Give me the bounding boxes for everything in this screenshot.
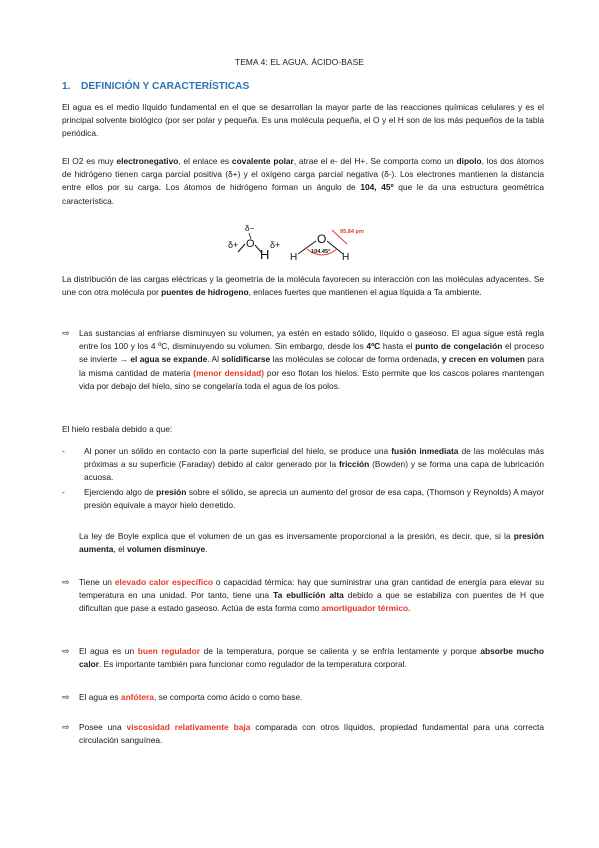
text-run: sobre el sólido, se aprecia un aumento del grosor de esa capa, (Thomson y Reynolds) A mayor presión equivale a mayor hielo derretido.: [84, 487, 545, 511]
bullet-text: [79, 576, 544, 616]
bold-run: volumen disminuye: [126, 544, 206, 555]
bold-run: absorbe mucho calor: [79, 646, 544, 670]
text-run: , el: [113, 544, 127, 555]
text-run: comparada con otros líquidos, propiedad fundamental para una correcta circulación sanguínea.: [79, 722, 545, 746]
highlight-run: anfótera: [120, 692, 154, 702]
bold-run: fusión inmediata: [391, 446, 459, 456]
dash-text: [84, 445, 544, 485]
text-run: Ejerciendo algo de: [84, 487, 157, 497]
bold-run: puentes de hidrogeno: [161, 287, 249, 298]
bullet-text: [79, 691, 544, 704]
bold-run: punto de congelación: [415, 341, 503, 352]
bold-run: Ta ebullición alta: [273, 590, 344, 601]
oxygen-label-right: O: [317, 232, 327, 246]
highlight-run: amortiguador térmico.: [321, 603, 411, 614]
text-run: . Es importante también para funcionar como regulador de la temperatura corporal.: [99, 659, 407, 670]
delta-minus-label: δ−: [245, 224, 255, 233]
text-run: para la misma cantidad de materia: [79, 354, 545, 378]
text-run: El agua es: [79, 692, 121, 702]
text-run: hasta el: [380, 341, 416, 352]
arrow-bullet-icon: ⇨: [62, 646, 70, 656]
text-run: Al poner un sólido en contacto con la parte superficial del hielo, se produce una: [84, 446, 392, 456]
arrow-bullet-icon: ⇨: [62, 577, 70, 587]
bold-run: 104, 45º: [360, 182, 394, 193]
page-title: TEMA 4: EL AGUA. ÁCIDO-BASE: [235, 57, 364, 67]
text-run: Posee una: [79, 722, 127, 732]
bold-run: 4ºC: [366, 341, 381, 352]
text-run: , los dos átomos de hidrógeno tienen carga parcial positiva (δ+) y el oxígeno carga parcial negativa (δ-). Los electrones mantienen la distancia entre ellos por su carga. Los átomos de hidrógeno forman un ángulo de: [62, 156, 544, 193]
dash-text: [84, 486, 544, 512]
paragraph-intro: [62, 101, 544, 141]
highlight-run: (menor densidad): [193, 367, 265, 378]
hydrogen-label-bottom: H: [290, 252, 298, 263]
highlight-run: viscosidad relativamente baja: [126, 722, 251, 732]
bold-run: presión: [156, 487, 187, 497]
oxygen-label-left: O: [246, 238, 255, 250]
text-run: , atrae el e- del H+. Se comporta como un: [293, 156, 457, 166]
bold-run: covalente polar: [231, 156, 294, 166]
text-run: por eso flotan los hielos. Esto permite que los cascos polares mantengan vida por debajo del hielo, sino se congelaría toda el agua de los polos.: [79, 367, 544, 391]
bold-run: electronegativo: [116, 156, 179, 166]
bullet-text: [79, 721, 544, 747]
highlight-run: elevado calor específico: [114, 577, 213, 587]
arrow-bullet-icon: ⇨: [62, 722, 70, 732]
bold-run: dipolo: [456, 156, 482, 166]
oh-bond-left-1: [238, 244, 245, 252]
bullet-item-specific-heat: [62, 576, 544, 616]
bullet-item-viscosity: [62, 721, 544, 747]
bold-run: solidificarse: [221, 354, 271, 365]
bold-run: y crecen en volumen: [441, 354, 525, 365]
hydrogen-label-left: H: [260, 247, 270, 262]
bullet-item-regulator: [62, 645, 544, 671]
text-run: de la temperatura, porque se calienta y se enfría lentamente y porque: [200, 646, 481, 656]
highlight-run: buen regulador: [137, 646, 200, 656]
text-run: Las sustancias al enfriarse disminuyen su volumen, ya estén en estado sólido, líquido o gaseoso. El agua sigue está regla entre los 100 y los 4 ºC, disminuyendo su volumen. Sin embargo, desde los: [79, 328, 544, 352]
section-heading: [62, 81, 249, 92]
ice-intro: El hielo resbala debido a que:: [62, 424, 173, 434]
text-run: . Al: [207, 354, 222, 365]
section-number: 1.: [62, 81, 71, 92]
text-run: El agua es un: [79, 646, 138, 656]
bullet-text: [79, 645, 544, 671]
text-run: La distribución de las cargas eléctricas y la geometría de la molécula favorecen su interacción con las moléculas adyacentes. Se une con otra molécula por: [62, 274, 544, 298]
angle-label: 104.45°: [311, 249, 331, 255]
text-run: que le da una estructura geométrica característica.: [62, 182, 544, 206]
text-run: el proceso se invierte: [79, 341, 544, 365]
bullet-item-amphoteric: [62, 691, 544, 704]
bullet-item-expansion: [62, 327, 544, 393]
bold-run: → el agua se expande: [119, 354, 208, 365]
bond-length-label: 95.84 pm: [340, 229, 364, 235]
dash-marker: -: [62, 487, 65, 497]
paragraph-boyle: [79, 530, 544, 556]
delta-plus-label-left: δ+: [228, 240, 239, 250]
text-run: Tiene un: [79, 577, 115, 587]
bold-run: presión aumenta: [79, 531, 544, 555]
paragraph-hydrogen-bonds: [62, 273, 544, 299]
delta-plus-label-right: δ+: [270, 240, 281, 250]
bold-run: fricción: [339, 459, 370, 470]
bullet-text: [79, 327, 544, 393]
text-run: .: [205, 544, 208, 555]
dash-marker: -: [62, 446, 65, 456]
paragraph-intro-text: El agua es el medio líquido fundamental en el que se desarrollan la mayor parte de las reacciones químicas celulares y es el principal solvente biológico (por ser polar y pequeña. Es una molécula pequeña, el O y el H son de los más pequeños de la tabla periódica.: [62, 102, 544, 139]
dash-item-pressure: [62, 486, 544, 512]
water-molecule-figure: [223, 217, 383, 263]
arrow-bullet-icon: ⇨: [62, 328, 70, 338]
dash-item-friction: [62, 445, 544, 485]
section-heading-text: DEFINICIÓN Y CARACTERÍSTICAS: [81, 81, 250, 92]
text-run: , enlaces fuertes que mantienen el agua líquida a Ta ambiente.: [248, 287, 482, 298]
text-run: las moléculas se colocar de forma ordenada,: [270, 354, 442, 365]
text-run: o capacidad térmica: hay que suministrar una gran cantidad de energía para elevar su temperatura en una unidad. Por tanto, tiene una: [79, 577, 544, 601]
paragraph-electronegativity: [62, 155, 544, 208]
text-run: El O2 es muy: [62, 156, 117, 166]
text-run: de las moléculas más próximas a su superficie (Faraday) debido al calor generado por la: [84, 446, 545, 470]
text-run: debido a que se estabiliza con puentes de H que dificultan que pase a estado gaseoso. Actúa de esta forma como: [79, 590, 545, 614]
text-run: (Bowden) y se forma una capa de lubricación acuosa.: [84, 459, 544, 483]
text-run: La ley de Boyle explica que el volumen de un gas es inversamente proporcional a la presión, es decir, que, si la: [79, 531, 514, 541]
text-run: , el enlace es: [178, 156, 232, 166]
arrow-bullet-icon: ⇨: [62, 692, 70, 702]
text-run: , se comporta como ácido o como base.: [153, 692, 303, 702]
hydrogen-label-right: H: [342, 252, 350, 263]
